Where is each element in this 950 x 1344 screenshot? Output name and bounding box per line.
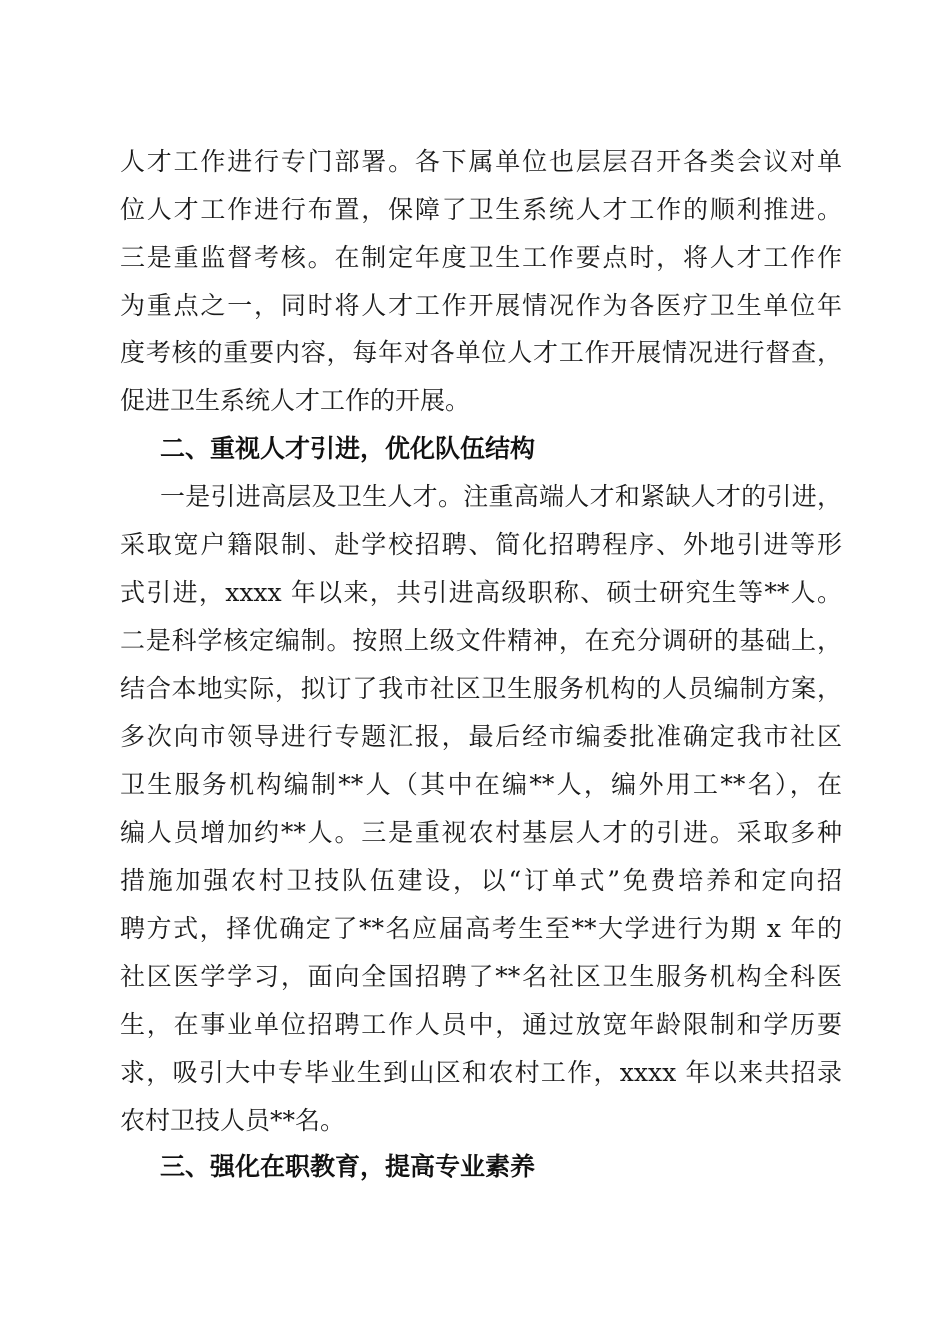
paragraph-line: 三是重监督考核。在制定年度卫生工作要点时，将人才工作作 (120, 243, 842, 272)
paragraph-line: 人才工作进行专门部署。各下属单位也层层召开各类会议对单 (120, 147, 842, 176)
paragraph-line: 生，在事业单位招聘工作人员中，通过放宽年龄限制和学历要 (120, 1010, 842, 1039)
paragraph-line: 社区医学学习，面向全国招聘了**名社区卫生服务机构全科医 (120, 962, 842, 991)
paragraph-line: 一是引进高层及卫生人才。注重高端人才和紧缺人才的引进， (160, 482, 842, 511)
paragraph-line: 多次向市领导进行专题汇报，最后经市编委批准确定我市社区 (120, 722, 842, 751)
paragraph-line: 措施加强农村卫技队伍建设，以“订单式”免费培养和定向招 (120, 866, 842, 895)
paragraph-line: 卫生服务机构编制**人（其中在编**人，编外用工**名），在 (120, 770, 842, 799)
paragraph-line: 式引进，xxxx 年以来，共引进高级职称、硕士研究生等**人。 (120, 578, 842, 607)
paragraph-line: 采取宽户籍限制、赴学校招聘、简化招聘程序、外地引进等形 (120, 530, 842, 559)
paragraph-line: 为重点之一，同时将人才工作开展情况作为各医疗卫生单位年 (120, 291, 842, 320)
paragraph-line: 度考核的重要内容，每年对各单位人才工作开展情况进行督查， (120, 338, 842, 367)
section-heading-2: 二、重视人才引进，优化队伍结构 (160, 434, 536, 463)
paragraph-line: 编人员增加约**人。三是重视农村基层人才的引进。采取多种 (120, 818, 842, 847)
paragraph-line: 农村卫技人员**名。 (120, 1106, 346, 1135)
paragraph-line: 聘方式，择优确定了**名应届高考生至**大学进行为期 x 年的 (120, 914, 842, 943)
paragraph-line: 位人才工作进行布置，保障了卫生系统人才工作的顺利推进。 (120, 195, 842, 224)
paragraph-line: 求，吸引大中专毕业生到山区和农村工作，xxxx 年以来共招录 (120, 1058, 842, 1087)
section-heading-3: 三、强化在职教育，提高专业素养 (160, 1152, 536, 1181)
paragraph-line: 结合本地实际，拟订了我市社区卫生服务机构的人员编制方案， (120, 674, 842, 703)
paragraph-line: 二是科学核定编制。按照上级文件精神，在充分调研的基础上， (120, 626, 842, 655)
paragraph-line: 促进卫生系统人才工作的开展。 (120, 386, 471, 415)
